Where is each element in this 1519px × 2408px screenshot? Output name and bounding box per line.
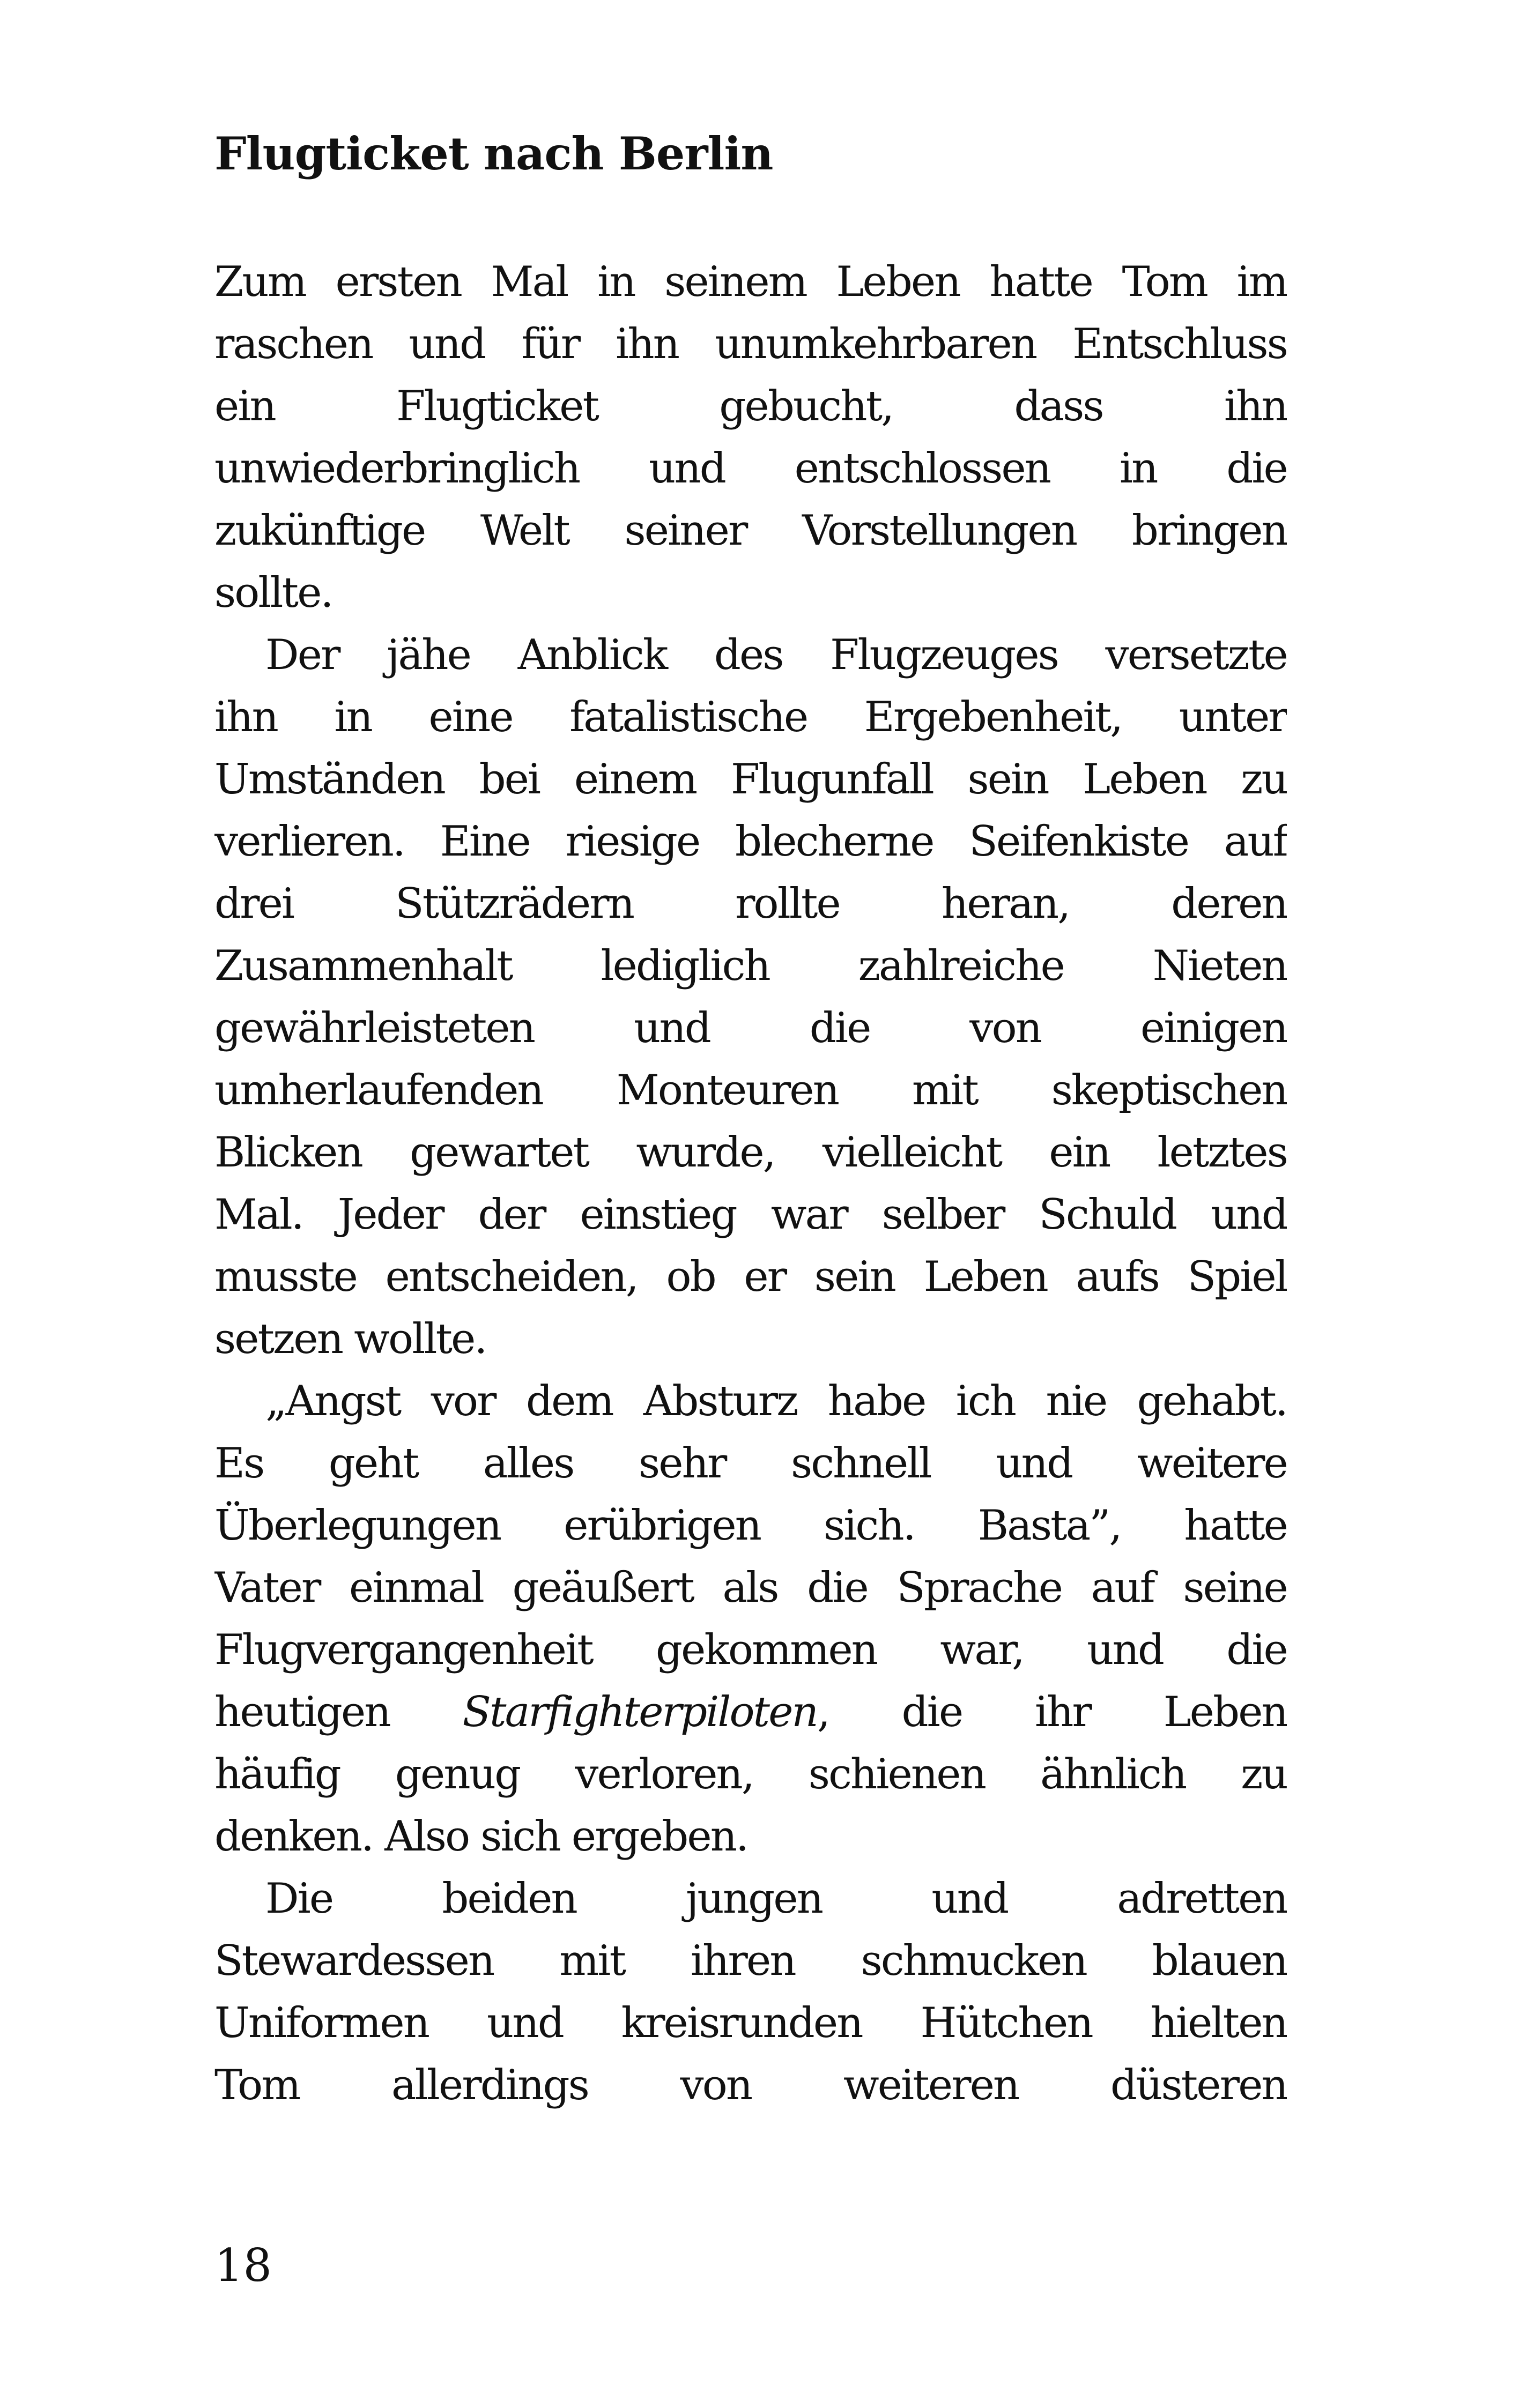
text-line: Mal. Jeder der einstieg war selber Schuld und (214, 1191, 1287, 1239)
text-line: ihn in eine fatalistische Ergebenheit, unter (214, 693, 1287, 741)
paragraph-1 (214, 251, 1287, 624)
text-line: Uniformen und kreisrunden Hütchen hielten (214, 1999, 1287, 2047)
italic-term: Starfighterpiloten (462, 1688, 817, 1736)
text-line: Zusammenhalt lediglich zahlreiche Nieten (214, 942, 1287, 990)
text-line: setzen wollte. (214, 1315, 486, 1363)
text-line: „Angst vor dem Absturz habe ich nie gehabt. (265, 1377, 1287, 1425)
text-line: sollte. (214, 569, 332, 617)
text-line: Blicken gewartet wurde, vielleicht ein letztes (214, 1128, 1287, 1177)
book-page (214, 0, 1287, 2408)
text-line: häufig genug verloren, schienen ähnlich zu (214, 1750, 1287, 1798)
text-line: Überlegungen erübrigen sich. Basta”, hatte (214, 1502, 1287, 1550)
text-line: Zum ersten Mal in seinem Leben hatte Tom im (214, 258, 1287, 306)
text-line: Der jähe Anblick des Flugzeuges versetzte (265, 631, 1287, 679)
text-line: ein Flugticket gebucht, dass ihn (214, 382, 1287, 430)
text-line: Flugvergangenheit gekommen war, und die (214, 1626, 1287, 1674)
text-line: Die beiden jungen und adretten (265, 1875, 1287, 1923)
text-line: Vater einmal geäußert als die Sprache auf seine (214, 1564, 1287, 1612)
text-line: denken. Also sich ergeben. (214, 1812, 748, 1861)
text-line: verlieren. Eine riesige blecherne Seifenkiste auf (214, 817, 1287, 866)
text-line: musste entscheiden, ob er sein Leben aufs Spiel (214, 1253, 1287, 1301)
paragraph-4 (214, 1868, 1287, 2116)
text-line: Umständen bei einem Flugunfall sein Leben zu (214, 755, 1287, 804)
page-number: 18 (214, 2239, 272, 2292)
text-line: Es geht alles sehr schnell und weitere (214, 1439, 1287, 1488)
text-segment: heutigen (214, 1688, 463, 1736)
paragraph-3 (214, 1370, 1287, 1868)
chapter-title: Flugticket nach Berlin (214, 127, 773, 180)
paragraph-2 (214, 624, 1287, 1370)
text-line-with-italic (214, 1681, 1287, 1743)
text-line: Tom allerdings von weiteren düsteren (214, 2061, 1287, 2109)
body-text (214, 251, 1287, 2116)
text-line: zukünftige Welt seiner Vorstellungen bringen (214, 507, 1287, 555)
text-line: unwiederbringlich und entschlossen in die (214, 444, 1287, 493)
text-line: Stewardessen mit ihren schmucken blauen (214, 1937, 1287, 1985)
text-line: gewährleisteten und die von einigen (214, 1004, 1287, 1052)
text-line: drei Stützrädern rollte heran, deren (214, 880, 1287, 928)
text-line: umherlaufenden Monteuren mit skeptischen (214, 1066, 1287, 1114)
text-line: raschen und für ihn unumkehrbaren Entschluss (214, 320, 1287, 368)
text-segment: , die ihr Leben (817, 1688, 1287, 1736)
